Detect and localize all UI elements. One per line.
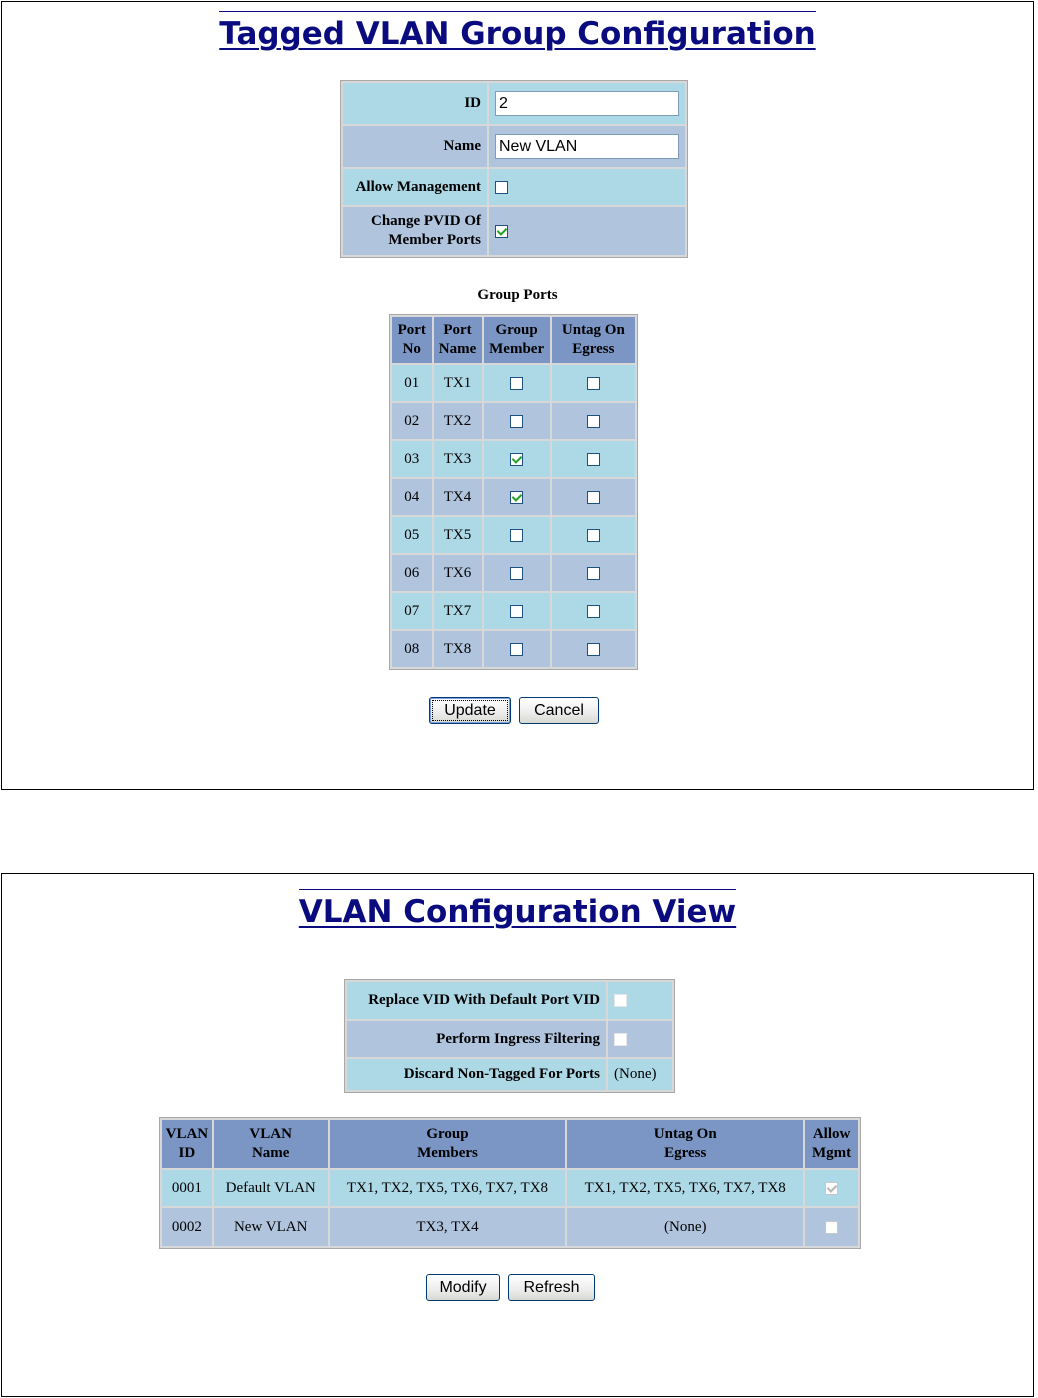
- table-row: [392, 631, 635, 667]
- group-ports-table: [389, 314, 638, 670]
- port-name: TX8: [434, 631, 482, 667]
- untag-egress-cell: [552, 593, 635, 629]
- untag-egress-checkbox[interactable]: [587, 567, 600, 580]
- port-name: TX7: [434, 593, 482, 629]
- group-member-checkbox[interactable]: [510, 567, 523, 580]
- group-member-cell: [484, 631, 550, 667]
- group-member-header: Group Member: [484, 317, 550, 363]
- change-pvid-label: [343, 207, 487, 255]
- port-no: 02: [392, 403, 432, 439]
- untag-egress-view-header: Untag On Egress: [567, 1120, 803, 1168]
- page-title: Tagged VLAN Group Configuration: [219, 16, 816, 52]
- vlan-id-header: VLAN ID: [162, 1120, 212, 1168]
- group-ports-caption: Group Ports: [477, 287, 558, 303]
- group-member-cell: [484, 403, 550, 439]
- group-member-cell: [484, 517, 550, 553]
- table-row: [392, 365, 635, 401]
- vlan-view-panel: [1, 873, 1034, 1397]
- ingress-filtering-label: Perform Ingress Filtering: [347, 1021, 606, 1057]
- table-row: [392, 403, 635, 439]
- allow-mgmt-header: Allow Mgmt: [805, 1120, 858, 1168]
- group-member-checkbox[interactable]: [510, 453, 523, 466]
- replace-vid-checkbox[interactable]: [614, 994, 627, 1007]
- untag-egress: (None): [567, 1208, 803, 1246]
- untag-egress-cell: [552, 441, 635, 477]
- untag-egress-checkbox[interactable]: [587, 605, 600, 618]
- group-member-checkbox[interactable]: [510, 605, 523, 618]
- group-member-cell: [484, 555, 550, 591]
- name-label: Name: [343, 126, 487, 167]
- group-members: TX1, TX2, TX5, TX6, TX7, TX8: [330, 1170, 566, 1206]
- cancel-button[interactable]: Cancel: [519, 697, 599, 724]
- port-name: TX6: [434, 555, 482, 591]
- group-members: TX3, TX4: [330, 1208, 566, 1246]
- vlan-id: 0001: [162, 1170, 212, 1206]
- port-no: 08: [392, 631, 432, 667]
- group-member-checkbox[interactable]: [510, 643, 523, 656]
- untag-egress-header: Untag On Egress: [552, 317, 635, 363]
- vlan-global-settings-table: [344, 979, 675, 1093]
- group-member-cell: [484, 441, 550, 477]
- update-button[interactable]: Update: [429, 697, 511, 724]
- discard-non-tagged-label: Discard Non-Tagged For Ports: [347, 1059, 606, 1090]
- untag-egress-checkbox[interactable]: [587, 529, 600, 542]
- untag-egress-cell: [552, 555, 635, 591]
- id-cell: [489, 83, 685, 124]
- allow-management-cell: [489, 169, 685, 205]
- table-row: [392, 441, 635, 477]
- change-pvid-cell: [489, 207, 685, 255]
- port-no: 03: [392, 441, 432, 477]
- port-no: 06: [392, 555, 432, 591]
- vlan-name: New VLAN: [214, 1208, 328, 1246]
- port-name: TX2: [434, 403, 482, 439]
- group-member-checkbox[interactable]: [510, 415, 523, 428]
- port-no: 05: [392, 517, 432, 553]
- untag-egress: TX1, TX2, TX5, TX6, TX7, TX8: [567, 1170, 803, 1206]
- allow-mgmt-cell: [805, 1208, 858, 1246]
- vlan-name-header: VLAN Name: [214, 1120, 328, 1168]
- port-no: 01: [392, 365, 432, 401]
- group-member-cell: [484, 479, 550, 515]
- untag-egress-cell: [552, 365, 635, 401]
- refresh-button[interactable]: Refresh: [508, 1274, 595, 1301]
- discard-non-tagged-value: (None): [608, 1059, 672, 1090]
- allow-mgmt-cell: [805, 1170, 858, 1206]
- table-row: [392, 555, 635, 591]
- table-row: [392, 593, 635, 629]
- allow-mgmt-checkbox: [825, 1182, 838, 1195]
- vlan-settings-table: [340, 80, 688, 258]
- untag-egress-checkbox[interactable]: [587, 453, 600, 466]
- view-title: VLAN Configuration View: [298, 894, 737, 930]
- ingress-filtering-cell: [608, 1021, 672, 1057]
- untag-egress-cell: [552, 479, 635, 515]
- port-name-header: Port Name: [434, 317, 482, 363]
- change-pvid-label-line1: Change PVID Of: [370, 213, 481, 229]
- table-row: [162, 1208, 858, 1246]
- group-member-cell: [484, 593, 550, 629]
- ingress-filtering-checkbox[interactable]: [614, 1033, 627, 1046]
- port-no: 07: [392, 593, 432, 629]
- table-row: [392, 479, 635, 515]
- vlan-id: 0002: [162, 1208, 212, 1246]
- replace-vid-label: Replace VID With Default Port VID: [347, 982, 606, 1019]
- vlan-name: Default VLAN: [214, 1170, 328, 1206]
- vlan-list-table: [159, 1117, 861, 1249]
- port-no-header: Port No: [392, 317, 432, 363]
- allow-management-checkbox[interactable]: [495, 181, 508, 194]
- port-name: TX4: [434, 479, 482, 515]
- replace-vid-cell: [608, 982, 672, 1019]
- group-members-header: Group Members: [330, 1120, 566, 1168]
- untag-egress-cell: [552, 517, 635, 553]
- id-input[interactable]: [495, 91, 679, 116]
- group-member-checkbox[interactable]: [510, 491, 523, 504]
- port-name: TX3: [434, 441, 482, 477]
- id-label: ID: [343, 83, 487, 124]
- group-config-panel: [1, 1, 1034, 790]
- group-member-checkbox[interactable]: [510, 377, 523, 390]
- port-name: TX1: [434, 365, 482, 401]
- change-pvid-label-line2: Member Ports: [388, 232, 481, 248]
- allow-mgmt-checkbox: [825, 1221, 838, 1234]
- table-row: [392, 517, 635, 553]
- name-cell: [489, 126, 685, 167]
- group-member-cell: [484, 365, 550, 401]
- untag-egress-checkbox[interactable]: [587, 377, 600, 390]
- untag-egress-cell: [552, 403, 635, 439]
- port-no: 04: [392, 479, 432, 515]
- untag-egress-checkbox[interactable]: [587, 491, 600, 504]
- modify-button[interactable]: Modify: [426, 1274, 500, 1301]
- untag-egress-checkbox[interactable]: [587, 643, 600, 656]
- change-pvid-checkbox[interactable]: [495, 225, 508, 238]
- name-input[interactable]: [495, 134, 679, 159]
- port-name: TX5: [434, 517, 482, 553]
- table-row: [162, 1170, 858, 1206]
- untag-egress-cell: [552, 631, 635, 667]
- untag-egress-checkbox[interactable]: [587, 415, 600, 428]
- allow-management-label: Allow Management: [343, 169, 487, 205]
- group-member-checkbox[interactable]: [510, 529, 523, 542]
